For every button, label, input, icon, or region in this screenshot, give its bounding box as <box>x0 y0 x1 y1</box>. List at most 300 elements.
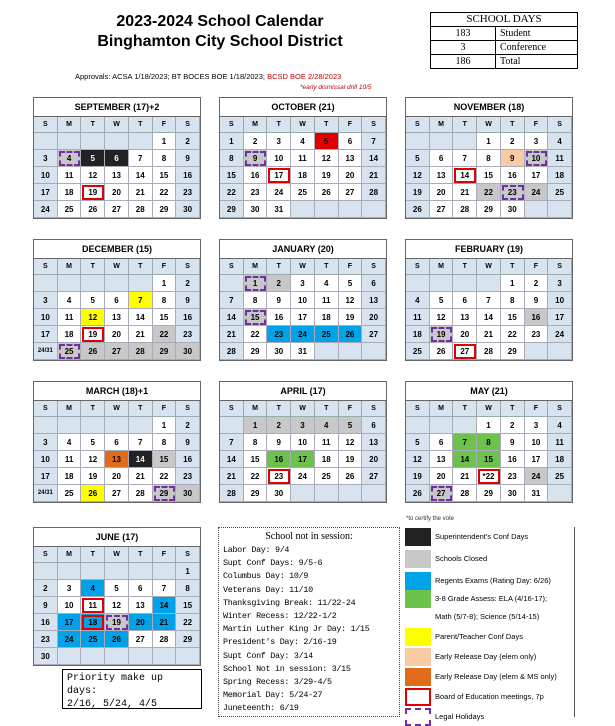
calendar-day <box>548 201 572 218</box>
calendar-day <box>105 133 129 150</box>
calendar-day: 14 <box>220 451 244 468</box>
calendar-day: 14 <box>362 150 386 167</box>
calendar-day: 14 <box>477 309 501 326</box>
calendar-day: 11 <box>291 150 315 167</box>
calendar-day: 1 <box>176 563 200 580</box>
calendar-day: 4 <box>58 150 82 167</box>
day-of-week-header: W <box>291 401 315 417</box>
legend-item <box>405 571 551 590</box>
calendar-day: 3 <box>525 417 549 434</box>
legend-item <box>405 707 484 726</box>
calendar-day: 1 <box>153 417 177 434</box>
day-of-week-header: T <box>453 117 477 133</box>
month-grid <box>34 117 200 218</box>
calendar-day: 15 <box>477 451 501 468</box>
legend-swatch <box>405 628 431 646</box>
calendar-day: 25 <box>58 201 82 218</box>
calendar-day: 17 <box>291 309 315 326</box>
legend-item <box>405 647 536 666</box>
calendar-day: 15 <box>244 451 268 468</box>
day-of-week-header: T <box>129 259 153 275</box>
calendar-day <box>34 563 58 580</box>
calendar-day: 20 <box>105 326 129 343</box>
school-days-label: Student <box>500 28 531 39</box>
calendar-day: 20 <box>430 468 454 485</box>
calendar-day: 2 <box>176 275 200 292</box>
calendar-day <box>34 133 58 150</box>
day-of-week-header: T <box>81 117 105 133</box>
not-in-session-item: Memorial Day: 5/24-27 <box>223 690 323 701</box>
calendar-day: 8 <box>153 292 177 309</box>
day-of-week-header: S <box>176 547 200 563</box>
calendar-day: 13 <box>105 309 129 326</box>
calendar-day: 17 <box>267 167 291 184</box>
calendar-day: 7 <box>153 580 177 597</box>
day-of-week-header: S <box>220 401 244 417</box>
day-of-week-header: M <box>430 259 454 275</box>
calendar-day: 21 <box>453 184 477 201</box>
not-in-session-item: Winter Recess: 12/22-1/2 <box>223 611 337 622</box>
calendar-day: 1 <box>244 417 268 434</box>
calendar-day <box>362 201 386 218</box>
legend-swatch <box>405 572 431 590</box>
legend-label: 3-8 Grade Assess: ELA (4/16-17); <box>435 594 548 603</box>
calendar-day: 23 <box>501 184 525 201</box>
calendar-day <box>220 417 244 434</box>
calendar-day: 6 <box>105 150 129 167</box>
calendar-day: 1 <box>153 133 177 150</box>
calendar-day: 5 <box>406 150 430 167</box>
calendar-day: 24 <box>267 184 291 201</box>
day-of-week-header: M <box>58 117 82 133</box>
day-of-week-header: F <box>339 117 363 133</box>
calendar-day: 24 <box>291 468 315 485</box>
calendar-day: 1 <box>244 275 268 292</box>
calendar-day: 2 <box>176 133 200 150</box>
day-of-week-header: S <box>406 259 430 275</box>
day-of-week-header: S <box>176 117 200 133</box>
calendar-day: 20 <box>339 167 363 184</box>
calendar-day: 7 <box>129 292 153 309</box>
day-of-week-header: T <box>81 401 105 417</box>
month-march <box>33 381 201 503</box>
not-in-session-item: School Not in session: 3/15 <box>223 663 351 674</box>
calendar-day <box>477 275 501 292</box>
calendar-day: 3 <box>34 292 58 309</box>
calendar-day: 25 <box>548 184 572 201</box>
calendar-day: 11 <box>406 309 430 326</box>
calendar-day <box>153 563 177 580</box>
calendar-day: 2 <box>525 275 549 292</box>
title-line-2: Binghamton City School District <box>97 33 343 50</box>
day-of-week-header: S <box>176 401 200 417</box>
calendar-day: 26 <box>339 468 363 485</box>
calendar-day: 18 <box>548 451 572 468</box>
day-of-week-header: S <box>362 401 386 417</box>
month-header: APRIL (17) <box>220 382 386 401</box>
day-of-week-header: M <box>244 117 268 133</box>
day-of-week-header: F <box>153 547 177 563</box>
day-of-week-header: M <box>58 547 82 563</box>
calendar-day: 30 <box>176 201 200 218</box>
calendar-day <box>153 648 177 665</box>
calendar-day: 17 <box>525 451 549 468</box>
calendar-day: 4 <box>548 133 572 150</box>
calendar-day: 19 <box>315 167 339 184</box>
calendar-day: 9 <box>176 150 200 167</box>
calendar-day: 10 <box>34 309 58 326</box>
school-days-count: 3 <box>431 41 496 54</box>
calendar-day: 10 <box>291 434 315 451</box>
calendar-day: 27 <box>105 343 129 360</box>
calendar-day: 10 <box>267 150 291 167</box>
calendar-day: 19 <box>430 326 454 343</box>
not-in-session-item: Spring Recess: 3/29-4/5 <box>223 677 332 688</box>
calendar-day: 21 <box>129 468 153 485</box>
calendar-day: 10 <box>525 434 549 451</box>
calendar-day: 30 <box>501 485 525 502</box>
calendar-day: 2 <box>267 275 291 292</box>
calendar-day: 22 <box>220 184 244 201</box>
calendar-day: 18 <box>58 326 82 343</box>
calendar-day: 9 <box>267 434 291 451</box>
calendar-day <box>406 275 430 292</box>
calendar-day: 24/31 <box>34 485 58 502</box>
calendar-day: 16 <box>34 614 58 631</box>
month-header: MARCH (18)+1 <box>34 382 200 401</box>
calendar-day: 20 <box>362 451 386 468</box>
month-grid <box>220 117 386 218</box>
calendar-day <box>58 563 82 580</box>
calendar-day: 13 <box>362 434 386 451</box>
calendar-day: 2 <box>501 417 525 434</box>
calendar-day: 18 <box>81 614 105 631</box>
school-days-count: 183 <box>431 27 496 40</box>
priority-makeup-box <box>62 669 202 709</box>
priority-dates: 2/16, 5/24, 4/5 <box>67 699 158 710</box>
not-in-session-list <box>219 544 399 716</box>
calendar-day: 22 <box>501 326 525 343</box>
calendar-day: 18 <box>291 167 315 184</box>
calendar-day: 6 <box>339 133 363 150</box>
calendar-day <box>176 648 200 665</box>
calendar-day <box>291 485 315 502</box>
legend-item <box>405 667 557 686</box>
calendar-day: 24 <box>525 468 549 485</box>
calendar-day <box>220 275 244 292</box>
calendar-day: 9 <box>501 150 525 167</box>
calendar-day <box>339 201 363 218</box>
calendar-day: 26 <box>430 343 454 360</box>
day-of-week-header: S <box>362 117 386 133</box>
calendar-day <box>34 275 58 292</box>
calendar-day: 12 <box>105 597 129 614</box>
legend-label: Math (5/7-8); Science (5/14-15) <box>435 612 540 621</box>
day-of-week-header: T <box>501 259 525 275</box>
calendar-day: 2 <box>267 417 291 434</box>
day-of-week-header: W <box>105 401 129 417</box>
legend-swatch <box>405 590 431 608</box>
calendar-day: 2 <box>501 133 525 150</box>
month-april <box>219 381 387 503</box>
legend-item <box>405 549 487 568</box>
calendar-day: 31 <box>525 485 549 502</box>
day-of-week-header: S <box>548 401 572 417</box>
day-of-week-header: T <box>315 117 339 133</box>
day-of-week-header: M <box>58 401 82 417</box>
calendar-day: 20 <box>362 309 386 326</box>
calendar-day: 4 <box>81 580 105 597</box>
calendar-day: 25 <box>58 343 82 360</box>
calendar-day: 15 <box>244 309 268 326</box>
calendar-day <box>548 485 572 502</box>
legend-label: Superintendent's Conf Days <box>435 532 529 541</box>
certify-note: *to certify the vote <box>406 516 455 522</box>
day-of-week-header: T <box>267 117 291 133</box>
day-of-week-header: T <box>267 259 291 275</box>
day-of-week-header: F <box>153 401 177 417</box>
calendar-day: 29 <box>220 201 244 218</box>
day-of-week-header: T <box>453 401 477 417</box>
calendar-day: 3 <box>267 133 291 150</box>
calendar-day <box>105 563 129 580</box>
calendar-day: 11 <box>81 597 105 614</box>
calendar-day: 11 <box>58 309 82 326</box>
calendar-day: 10 <box>548 292 572 309</box>
calendar-day: 16 <box>501 167 525 184</box>
calendar-day: 13 <box>430 167 454 184</box>
calendar-day: 22 <box>153 184 177 201</box>
month-grid <box>34 259 200 360</box>
day-of-week-header: S <box>548 259 572 275</box>
calendar-day <box>315 201 339 218</box>
calendar-day: 30 <box>501 201 525 218</box>
calendar-day: 26 <box>406 201 430 218</box>
calendar-day: 9 <box>525 292 549 309</box>
calendar-day <box>525 343 549 360</box>
calendar-day: 20 <box>430 184 454 201</box>
calendar-day: 13 <box>362 292 386 309</box>
day-of-week-header: T <box>129 547 153 563</box>
calendar-day <box>58 417 82 434</box>
legend-item <box>405 627 523 646</box>
calendar-day: 29 <box>477 485 501 502</box>
calendar-day: 4 <box>291 133 315 150</box>
calendar-day: 20 <box>105 184 129 201</box>
calendar-day: 22 <box>176 614 200 631</box>
calendar-day: 7 <box>220 292 244 309</box>
calendar-day: 22 <box>244 326 268 343</box>
month-header: JUNE (17) <box>34 528 200 547</box>
day-of-week-header: M <box>430 117 454 133</box>
day-of-week-header: F <box>153 117 177 133</box>
calendar-day: 18 <box>58 184 82 201</box>
calendar-day: 11 <box>315 292 339 309</box>
day-of-week-header: T <box>501 117 525 133</box>
month-may <box>405 381 573 503</box>
calendar-day: 19 <box>81 468 105 485</box>
calendar-day: 14 <box>129 309 153 326</box>
calendar-day <box>453 417 477 434</box>
day-of-week-header: W <box>105 547 129 563</box>
day-of-week-header: F <box>525 401 549 417</box>
calendar-day: 27 <box>430 201 454 218</box>
calendar-day <box>406 133 430 150</box>
calendar-day <box>129 133 153 150</box>
calendar-day: 7 <box>362 133 386 150</box>
school-days-table <box>430 12 578 69</box>
calendar-day: 27 <box>453 343 477 360</box>
calendar-day: 1 <box>153 275 177 292</box>
calendar-day: 30 <box>176 485 200 502</box>
calendar-day: 12 <box>430 309 454 326</box>
calendar-day: 27 <box>362 468 386 485</box>
calendar-day: 30 <box>244 201 268 218</box>
calendar-day: 5 <box>81 292 105 309</box>
month-header: SEPTEMBER (17)+2 <box>34 98 200 117</box>
calendar-day: 14 <box>129 451 153 468</box>
calendar-day: 9 <box>176 292 200 309</box>
calendar-day <box>58 648 82 665</box>
calendar-day: 28 <box>129 201 153 218</box>
calendar-day: 4 <box>406 292 430 309</box>
not-in-session-item: Martin Luther King Jr Day: 1/15 <box>223 624 370 635</box>
priority-title: Priority make up days: <box>67 673 164 697</box>
calendar-day: 6 <box>453 292 477 309</box>
calendar-day: 26 <box>406 485 430 502</box>
calendar-day: 28 <box>153 631 177 648</box>
day-of-week-header: W <box>477 117 501 133</box>
calendar-day: 29 <box>244 485 268 502</box>
calendar-day: 23 <box>176 326 200 343</box>
calendar-day: 30 <box>267 485 291 502</box>
calendar-day: 24 <box>548 326 572 343</box>
not-in-session-box <box>218 527 400 717</box>
month-grid <box>34 401 200 502</box>
day-of-week-header: F <box>339 259 363 275</box>
calendar-day: 28 <box>362 184 386 201</box>
day-of-week-header: S <box>220 117 244 133</box>
calendar-day: 19 <box>105 614 129 631</box>
calendar-day: 27 <box>105 485 129 502</box>
calendar-day: 8 <box>220 150 244 167</box>
not-in-session-item: President's Day: 2/16-19 <box>223 637 337 648</box>
legend-swatch <box>405 648 431 666</box>
calendar-day: 6 <box>362 275 386 292</box>
calendar-day: 11 <box>548 434 572 451</box>
calendar-day <box>453 275 477 292</box>
calendar-day: 17 <box>34 468 58 485</box>
not-in-session-header: School not in session: <box>265 531 353 542</box>
day-of-week-header: S <box>34 547 58 563</box>
calendar-day: 3 <box>291 417 315 434</box>
month-grid <box>406 259 572 360</box>
calendar-day: 15 <box>153 309 177 326</box>
school-days-row <box>431 27 577 41</box>
month-september <box>33 97 201 219</box>
calendar-day: 19 <box>339 451 363 468</box>
month-grid <box>220 401 386 502</box>
calendar-day: 5 <box>339 275 363 292</box>
calendar-day <box>129 275 153 292</box>
calendar-day: 19 <box>339 309 363 326</box>
day-of-week-header: S <box>220 259 244 275</box>
calendar-day: 19 <box>406 468 430 485</box>
day-of-week-header: M <box>244 401 268 417</box>
calendar-day <box>129 417 153 434</box>
calendar-day <box>105 648 129 665</box>
day-of-week-header: W <box>105 117 129 133</box>
calendar-day: 21 <box>453 468 477 485</box>
calendar-day: 4 <box>58 434 82 451</box>
calendar-day: 18 <box>406 326 430 343</box>
calendar-day: 3 <box>525 133 549 150</box>
calendar-title <box>60 12 380 52</box>
month-grid <box>34 547 200 665</box>
calendar-day: 13 <box>430 451 454 468</box>
calendar-day: 6 <box>105 292 129 309</box>
calendar-day: 3 <box>34 434 58 451</box>
calendar-day: 30 <box>34 648 58 665</box>
calendar-day: 12 <box>315 150 339 167</box>
calendar-day: 12 <box>81 309 105 326</box>
calendar-day: 19 <box>81 326 105 343</box>
calendar-day: 14 <box>153 597 177 614</box>
calendar-day <box>81 275 105 292</box>
calendar-day: 18 <box>548 167 572 184</box>
not-in-session-item: Juneteenth: 6/19 <box>223 703 299 714</box>
month-december <box>33 239 201 361</box>
calendar-day: 5 <box>406 434 430 451</box>
calendar-day: 12 <box>406 451 430 468</box>
calendar-day: 12 <box>406 167 430 184</box>
month-november <box>405 97 573 219</box>
month-header: FEBRUARY (19) <box>406 240 572 259</box>
month-january <box>219 239 387 361</box>
calendar-day: 21 <box>129 184 153 201</box>
calendar-day <box>81 648 105 665</box>
calendar-day: 16 <box>176 451 200 468</box>
calendar-day: 1 <box>220 133 244 150</box>
approvals-text: Approvals: ACSA 1/18/2023; BT BOCES BOE 1/18/2023; <box>75 72 265 81</box>
calendar-day: 8 <box>153 434 177 451</box>
day-of-week-header: W <box>477 259 501 275</box>
calendar-day: 27 <box>339 184 363 201</box>
calendar-day: 25 <box>315 326 339 343</box>
calendar-day: 17 <box>34 326 58 343</box>
calendar-day: 16 <box>525 309 549 326</box>
calendar-day: 4 <box>548 417 572 434</box>
month-grid <box>406 401 572 502</box>
calendar-day: 14 <box>129 167 153 184</box>
calendar-day: 10 <box>34 451 58 468</box>
calendar-day: 8 <box>176 580 200 597</box>
calendar-day: 26 <box>339 326 363 343</box>
calendar-day: 18 <box>315 309 339 326</box>
calendar-day: 8 <box>477 434 501 451</box>
calendar-day: 23 <box>34 631 58 648</box>
calendar-day: 25 <box>58 485 82 502</box>
calendar-day <box>81 417 105 434</box>
day-of-week-header: T <box>81 259 105 275</box>
school-days-header: SCHOOL DAYS <box>431 13 577 27</box>
day-of-week-header: T <box>267 401 291 417</box>
calendar-day: 14 <box>453 167 477 184</box>
calendar-day: 28 <box>453 201 477 218</box>
not-in-session-item: Thanksgiving Break: 11/22-24 <box>223 597 356 608</box>
legend-swatch <box>405 528 431 546</box>
calendar-day: 4 <box>315 417 339 434</box>
